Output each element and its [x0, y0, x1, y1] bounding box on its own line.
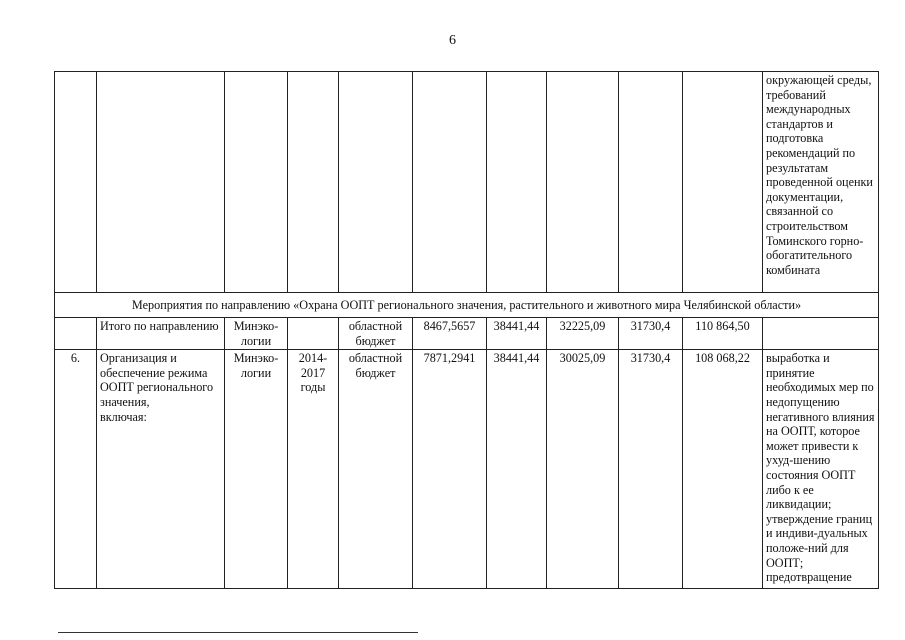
- total-cell: 108 068,22: [683, 350, 763, 589]
- executor-cell: Минэко- логии: [225, 350, 288, 589]
- section-header-row: [55, 293, 879, 318]
- value-cell: 38441,44: [487, 350, 547, 589]
- total-cell: 110 864,50: [683, 318, 763, 350]
- source-cell: областной бюджет: [339, 350, 413, 589]
- value-cell: 7871,2941: [413, 350, 487, 589]
- result-cell: выработка и принятие необходимых мер по недопущению негативного влияния на ООПТ, которое может привести к ухуд-шению состояния ООПТ либо к ее ликвидации; утверждение границ и индиви-дуальных положе-ний для ООПТ; предотвращение: [763, 350, 879, 589]
- value-cell: 32225,09: [547, 318, 619, 350]
- page-number: 6: [449, 33, 456, 48]
- number-cell: 6.: [55, 350, 97, 589]
- table-row: [55, 72, 879, 293]
- value-cell: 31730,4: [619, 350, 683, 589]
- name-cell: Итого по направлению: [97, 318, 225, 350]
- name-cell: Организация и обеспечение режима ООПТ регионального значения, включая:: [97, 350, 225, 589]
- table-row-total: [55, 318, 879, 350]
- value-cell: 8467,5657: [413, 318, 487, 350]
- result-cell: окружающей среды, требований международных стандартов и подготовка рекомендаций по результатам проведенной оценки документации, связанной со строительством Томинского горно-обогатительного комбината: [763, 72, 879, 293]
- section-header: Мероприятия по направлению «Охрана ООПТ регионального значения, растительного и животного мира Челябинской области»: [55, 293, 879, 318]
- value-cell: 38441,44: [487, 318, 547, 350]
- value-cell: 31730,4: [619, 318, 683, 350]
- program-table: [54, 71, 879, 589]
- source-cell: областной бюджет: [339, 318, 413, 350]
- table-row-item: [55, 350, 879, 589]
- period-cell: 2014- 2017 годы: [288, 350, 339, 589]
- value-cell: 30025,09: [547, 350, 619, 589]
- footer-divider: [58, 632, 418, 633]
- executor-cell: Минэко- логии: [225, 318, 288, 350]
